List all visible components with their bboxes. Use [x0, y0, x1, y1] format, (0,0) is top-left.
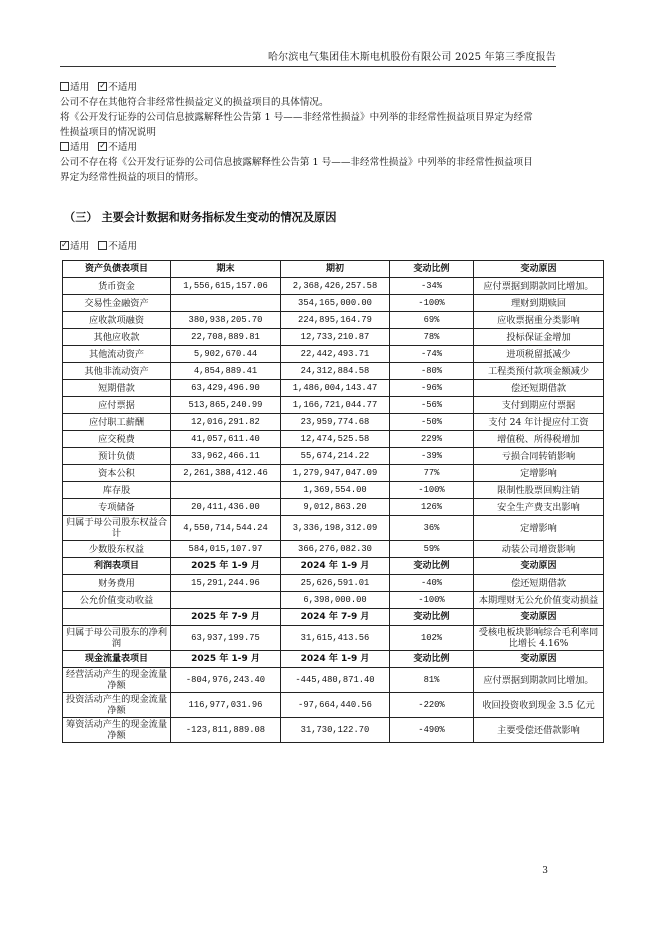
para-no-reclassify-line-1: 公司不存在将《公开发行证券的公司信息披露解释性公告第 1 号——非经常性损益》中列举的非经常性损益项目 [60, 157, 533, 168]
row-label: 归属于母公司股东权益合计 [63, 516, 171, 541]
change-reason: 本期理财无公允价值变动损益 [474, 592, 604, 609]
column-header: 2024 年 7-9 月 [281, 609, 390, 626]
change-reason: 理财到期赎回 [474, 295, 604, 312]
change-reason: 偿还短期借款 [474, 575, 604, 592]
row-label: 其他非流动资产 [63, 363, 171, 380]
change-ratio: 81% [390, 668, 474, 693]
balance-sheet-header [63, 261, 604, 278]
income-statement-header [63, 558, 604, 575]
amount-cell: 380,938,205.70 [171, 312, 281, 329]
change-ratio: -220% [390, 693, 474, 718]
amount-cell: 3,336,198,312.09 [281, 516, 390, 541]
amount-cell: 513,865,240.99 [171, 397, 281, 414]
row-label: 应付职工薪酬 [63, 414, 171, 431]
change-ratio: -100% [390, 592, 474, 609]
row-label: 少数股东权益 [63, 541, 171, 558]
amount-cell: 12,733,210.87 [281, 329, 390, 346]
change-reason: 应付票据到期款同比增加。 [474, 278, 604, 295]
table-row [63, 295, 604, 312]
table-row [63, 693, 604, 718]
row-label: 财务费用 [63, 575, 171, 592]
change-ratio: -39% [390, 448, 474, 465]
amount-cell: 366,276,082.30 [281, 541, 390, 558]
row-label: 交易性金融资产 [63, 295, 171, 312]
table-row [63, 346, 604, 363]
amount-cell: -97,664,440.56 [281, 693, 390, 718]
column-header: 2025 年 1-9 月 [171, 558, 281, 575]
row-label: 专项储备 [63, 499, 171, 516]
row-label: 应交税费 [63, 431, 171, 448]
change-reason: 偿还短期借款 [474, 380, 604, 397]
page-content [60, 80, 599, 743]
amount-cell: 41,057,611.40 [171, 431, 281, 448]
change-ratio: -50% [390, 414, 474, 431]
para-reclassify-line-2: 性损益项目的情况说明 [60, 127, 156, 138]
amount-cell: 4,550,714,544.24 [171, 516, 281, 541]
change-reason: 安全生产费支出影响 [474, 499, 604, 516]
change-reason: 受核电板块影响综合毛利率同比增长 4.16% [474, 626, 604, 651]
amount-cell: 1,279,947,047.09 [281, 465, 390, 482]
table-row [63, 541, 604, 558]
table-row [63, 465, 604, 482]
row-label: 其他流动资产 [63, 346, 171, 363]
amount-cell: -123,811,889.08 [171, 718, 281, 743]
table-row [63, 575, 604, 592]
change-reason: 应收票据重分类影响 [474, 312, 604, 329]
amount-cell: 25,626,591.01 [281, 575, 390, 592]
amount-cell: 12,474,525.58 [281, 431, 390, 448]
row-label: 库存股 [63, 482, 171, 499]
amount-cell: 1,166,721,044.77 [281, 397, 390, 414]
column-header: 期末 [171, 261, 281, 278]
change-reason: 定增影响 [474, 465, 604, 482]
amount-cell: 116,977,031.96 [171, 693, 281, 718]
amount-cell: 9,012,863.20 [281, 499, 390, 516]
amount-cell: -445,480,871.40 [281, 668, 390, 693]
option-line-1: 适用 ✓ 不适用 [60, 80, 565, 95]
amount-cell [171, 592, 281, 609]
change-ratio: 36% [390, 516, 474, 541]
change-reason: 应付票据到期款同比增加。 [474, 668, 604, 693]
income-quarter-header [63, 609, 604, 626]
amount-cell: 31,615,413.56 [281, 626, 390, 651]
amount-cell: 1,556,615,157.06 [171, 278, 281, 295]
change-ratio: -490% [390, 718, 474, 743]
table-row [63, 668, 604, 693]
table-row [63, 592, 604, 609]
column-header: 期初 [281, 261, 390, 278]
change-ratio: -34% [390, 278, 474, 295]
row-label: 资本公积 [63, 465, 171, 482]
amount-cell: 23,959,774.68 [281, 414, 390, 431]
change-reason: 进项税留抵减少 [474, 346, 604, 363]
para-reclassify-line-1: 将《公开发行证券的公司信息披露解释性公告第 1 号——非经常性损益》中列举的非经常性损益项目界定为经常 [60, 112, 533, 123]
amount-cell: 33,962,466.11 [171, 448, 281, 465]
column-header [63, 609, 171, 626]
change-reason: 动装公司增资影响 [474, 541, 604, 558]
checkbox-not-apply[interactable] [98, 82, 107, 91]
change-reason: 限制性股票回购注销 [474, 482, 604, 499]
change-ratio: 59% [390, 541, 474, 558]
column-header: 2025 年 1-9 月 [171, 651, 281, 668]
checkbox-not-apply[interactable] [98, 142, 107, 151]
change-reason: 支付到期应付票据 [474, 397, 604, 414]
option-line-3: ✓适用 不适用 [60, 239, 565, 254]
para-no-reclassify-line-2: 界定为经常性损益的项目的情形。 [60, 172, 204, 183]
change-ratio: -56% [390, 397, 474, 414]
change-reason: 增值税、所得税增加 [474, 431, 604, 448]
section-title: （三） 主要会计数据和财务指标发生变动的情况及原因 [64, 211, 337, 224]
report-header: 哈尔滨电气集团佳木斯电机股份有限公司 2025 年第三季度报告 [60, 48, 556, 67]
amount-cell: 2,261,388,412.46 [171, 465, 281, 482]
row-label: 预计负债 [63, 448, 171, 465]
table-row [63, 448, 604, 465]
change-ratio: -100% [390, 482, 474, 499]
change-ratio: 77% [390, 465, 474, 482]
amount-cell: 224,895,164.79 [281, 312, 390, 329]
change-ratio: 78% [390, 329, 474, 346]
amount-cell: 63,429,496.90 [171, 380, 281, 397]
row-label: 筹资活动产生的现金流量净额 [63, 718, 171, 743]
change-ratio: 102% [390, 626, 474, 651]
amount-cell: 1,369,554.00 [281, 482, 390, 499]
amount-cell: 24,312,884.58 [281, 363, 390, 380]
row-label: 应收款项融资 [63, 312, 171, 329]
checkbox-apply[interactable] [60, 142, 69, 151]
column-header: 2024 年 1-9 月 [281, 651, 390, 668]
amount-cell: 15,291,244.96 [171, 575, 281, 592]
amount-cell [171, 482, 281, 499]
row-label: 短期借款 [63, 380, 171, 397]
change-ratio: -40% [390, 575, 474, 592]
row-label: 其他应收款 [63, 329, 171, 346]
amount-cell: 354,165,000.00 [281, 295, 390, 312]
table-row [63, 414, 604, 431]
amount-cell [171, 295, 281, 312]
table-row [63, 499, 604, 516]
table-row [63, 363, 604, 380]
change-reason: 亏损合同转销影响 [474, 448, 604, 465]
row-label: 应付票据 [63, 397, 171, 414]
table-row [63, 718, 604, 743]
table-row [63, 380, 604, 397]
column-header: 变动原因 [474, 261, 604, 278]
amount-cell: 5,902,670.44 [171, 346, 281, 363]
amount-cell: -804,976,243.40 [171, 668, 281, 693]
amount-cell: 20,411,436.00 [171, 499, 281, 516]
table-row [63, 278, 604, 295]
column-header: 变动比例 [390, 609, 474, 626]
change-ratio: -100% [390, 295, 474, 312]
change-ratio: -74% [390, 346, 474, 363]
column-header: 利润表项目 [63, 558, 171, 575]
change-ratio: 126% [390, 499, 474, 516]
row-label: 归属于母公司股东的净利润 [63, 626, 171, 651]
change-reason: 收回投资收到现金 3.5 亿元 [474, 693, 604, 718]
table-row [63, 482, 604, 499]
checkbox-not-apply[interactable] [98, 241, 107, 250]
column-header: 资产负债表项目 [63, 261, 171, 278]
column-header: 现金流量表项目 [63, 651, 171, 668]
change-reason: 主要受偿还借款影响 [474, 718, 604, 743]
change-reason: 支付 24 年计提应付工资 [474, 414, 604, 431]
checkbox-apply[interactable] [60, 241, 69, 250]
table-row [63, 626, 604, 651]
table-row [63, 312, 604, 329]
column-header: 变动比例 [390, 558, 474, 575]
checkbox-apply[interactable] [60, 82, 69, 91]
amount-cell: 584,015,107.97 [171, 541, 281, 558]
financial-changes-table [62, 260, 604, 743]
amount-cell: 12,016,291.82 [171, 414, 281, 431]
amount-cell: 2,368,426,257.58 [281, 278, 390, 295]
table-row [63, 516, 604, 541]
column-header: 变动原因 [474, 651, 604, 668]
row-label: 经营活动产生的现金流量净额 [63, 668, 171, 693]
column-header: 2025 年 7-9 月 [171, 609, 281, 626]
amount-cell: 31,730,122.70 [281, 718, 390, 743]
row-label: 投资活动产生的现金流量净额 [63, 693, 171, 718]
column-header: 变动原因 [474, 609, 604, 626]
column-header: 2024 年 1-9 月 [281, 558, 390, 575]
para-no-other-items: 公司不存在其他符合非经常性损益定义的损益项目的具体情况。 [60, 97, 329, 108]
change-ratio: -80% [390, 363, 474, 380]
cash-flow-header [63, 651, 604, 668]
page-number: 3 [542, 866, 548, 876]
option-line-2: 适用 ✓ 不适用 [60, 140, 565, 155]
amount-cell: 1,486,004,143.47 [281, 380, 390, 397]
change-ratio: -96% [390, 380, 474, 397]
change-ratio: 69% [390, 312, 474, 329]
amount-cell: 55,674,214.22 [281, 448, 390, 465]
change-reason: 工程类预付款项金额减少 [474, 363, 604, 380]
row-label: 货币资金 [63, 278, 171, 295]
amount-cell: 22,708,889.81 [171, 329, 281, 346]
change-ratio: 229% [390, 431, 474, 448]
column-header: 变动比例 [390, 651, 474, 668]
column-header: 变动原因 [474, 558, 604, 575]
table-row [63, 431, 604, 448]
column-header: 变动比例 [390, 261, 474, 278]
amount-cell: 22,442,493.71 [281, 346, 390, 363]
row-label: 公允价值变动收益 [63, 592, 171, 609]
change-reason: 投标保证金增加 [474, 329, 604, 346]
amount-cell: 63,937,199.75 [171, 626, 281, 651]
table-row [63, 397, 604, 414]
table-row [63, 329, 604, 346]
change-reason: 定增影响 [474, 516, 604, 541]
amount-cell: 4,854,889.41 [171, 363, 281, 380]
amount-cell: 6,398,000.00 [281, 592, 390, 609]
